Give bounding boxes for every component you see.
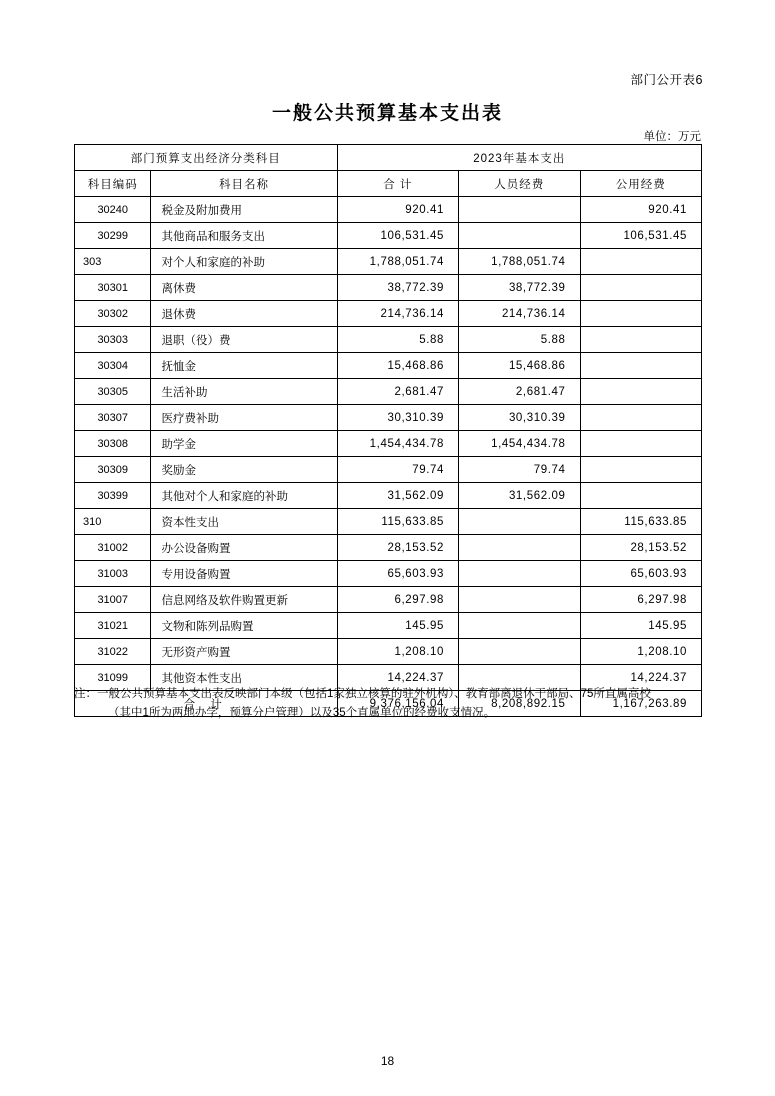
cell-code: 30301 — [75, 275, 151, 301]
table-row — [75, 249, 702, 275]
cell-personnel: 31,562.09 — [459, 483, 580, 509]
budget-table — [74, 144, 702, 717]
cell-name: 无形资产购置 — [151, 639, 337, 665]
cell-total: 1,454,434.78 — [337, 431, 458, 457]
cell-public — [580, 327, 702, 353]
table-row — [75, 431, 702, 457]
cell-public — [580, 405, 702, 431]
cell-code: 30399 — [75, 483, 151, 509]
cell-public: 14,224.37 — [580, 665, 702, 691]
cell-total: 1,788,051.74 — [337, 249, 458, 275]
cell-total: 38,772.39 — [337, 275, 458, 301]
cell-total: 14,224.37 — [337, 665, 458, 691]
cell-total: 145.95 — [337, 613, 458, 639]
page-number: 18 — [380, 1054, 395, 1068]
table-row — [75, 379, 702, 405]
cell-personnel: 2,681.47 — [459, 379, 580, 405]
cell-personnel — [459, 639, 580, 665]
table-row — [75, 483, 702, 509]
table-row — [75, 327, 702, 353]
table-head — [75, 145, 702, 197]
column-header-personnel: 人员经费 — [459, 171, 580, 197]
cell-public — [580, 379, 702, 405]
cell-code: 30299 — [75, 223, 151, 249]
cell-code: 31002 — [75, 535, 151, 561]
table-row — [75, 457, 702, 483]
cell-name: 办公设备购置 — [151, 535, 337, 561]
total-public: 1,167,263.89 — [580, 691, 702, 717]
column-header-total: 合 计 — [337, 171, 458, 197]
cell-total: 30,310.39 — [337, 405, 458, 431]
table-row — [75, 613, 702, 639]
cell-personnel: 214,736.14 — [459, 301, 580, 327]
cell-name: 退职（役）费 — [151, 327, 337, 353]
table-row — [75, 639, 702, 665]
cell-personnel — [459, 561, 580, 587]
cell-personnel — [459, 509, 580, 535]
cell-total: 1,208.10 — [337, 639, 458, 665]
cell-personnel — [459, 223, 580, 249]
cell-personnel — [459, 197, 580, 223]
table-row — [75, 275, 702, 301]
table-header-row — [75, 171, 702, 197]
cell-name: 其他对个人和家庭的补助 — [151, 483, 337, 509]
cell-name: 生活补助 — [151, 379, 337, 405]
cell-personnel: 79.74 — [459, 457, 580, 483]
table-notes — [74, 685, 714, 723]
cell-name: 资本性支出 — [151, 509, 337, 535]
cell-personnel: 30,310.39 — [459, 405, 580, 431]
cell-public — [580, 275, 702, 301]
table-row — [75, 223, 702, 249]
cell-public: 145.95 — [580, 613, 702, 639]
table-row — [75, 509, 702, 535]
cell-name: 离休费 — [151, 275, 337, 301]
cell-public: 106,531.45 — [580, 223, 702, 249]
cell-public: 6,297.98 — [580, 587, 702, 613]
cell-personnel: 5.88 — [459, 327, 580, 353]
cell-personnel: 1,454,434.78 — [459, 431, 580, 457]
cell-personnel — [459, 613, 580, 639]
cell-total: 15,468.86 — [337, 353, 458, 379]
note-line-2: （其中1所为两地办学，预算分户管理）以及35个直属单位的经费收支情况。 — [108, 706, 496, 719]
total-amount: 9,376,156.04 — [337, 691, 458, 717]
column-header-code: 科目编码 — [75, 171, 151, 197]
cell-code: 30308 — [75, 431, 151, 457]
cell-name: 文物和陈列品购置 — [151, 613, 337, 639]
cell-total: 920.41 — [337, 197, 458, 223]
cell-total: 28,153.52 — [337, 535, 458, 561]
cell-public — [580, 431, 702, 457]
cell-name: 其他商品和服务支出 — [151, 223, 337, 249]
cell-name: 信息网络及软件购置更新 — [151, 587, 337, 613]
cell-code: 31099 — [75, 665, 151, 691]
cell-personnel: 1,788,051.74 — [459, 249, 580, 275]
cell-code: 30309 — [75, 457, 151, 483]
cell-code: 30303 — [75, 327, 151, 353]
cell-code: 30305 — [75, 379, 151, 405]
header-group-right: 2023年基本支出 — [337, 145, 701, 171]
cell-total: 2,681.47 — [337, 379, 458, 405]
cell-public — [580, 457, 702, 483]
cell-public — [580, 353, 702, 379]
cell-name: 助学金 — [151, 431, 337, 457]
cell-total: 214,736.14 — [337, 301, 458, 327]
cell-total: 106,531.45 — [337, 223, 458, 249]
total-label: 合 计 — [75, 691, 338, 717]
cell-name: 对个人和家庭的补助 — [151, 249, 337, 275]
cell-total: 115,633.85 — [337, 509, 458, 535]
cell-personnel: 38,772.39 — [459, 275, 580, 301]
cell-name: 税金及附加费用 — [151, 197, 337, 223]
cell-name: 专用设备购置 — [151, 561, 337, 587]
table-row — [75, 353, 702, 379]
cell-total: 5.88 — [337, 327, 458, 353]
cell-public — [580, 301, 702, 327]
cell-total: 31,562.09 — [337, 483, 458, 509]
table-row — [75, 535, 702, 561]
table-body — [75, 197, 702, 691]
cell-code: 30302 — [75, 301, 151, 327]
cell-public: 1,208.10 — [580, 639, 702, 665]
note-line-1: 注：一般公共预算基本支出表反映部门本级（包括1家独立核算的驻外机构）、教育部离退休干部局、75所直属高校 — [74, 688, 651, 700]
cell-personnel — [459, 535, 580, 561]
cell-personnel: 15,468.86 — [459, 353, 580, 379]
cell-name: 医疗费补助 — [151, 405, 337, 431]
column-header-name: 科目名称 — [151, 171, 337, 197]
cell-name: 奖励金 — [151, 457, 337, 483]
table-header-group-row — [75, 145, 702, 171]
cell-total: 79.74 — [337, 457, 458, 483]
cell-total: 65,603.93 — [337, 561, 458, 587]
cell-code: 30240 — [75, 197, 151, 223]
table-row — [75, 405, 702, 431]
cell-code: 31022 — [75, 639, 151, 665]
total-personnel: 8,208,892.15 — [459, 691, 580, 717]
cell-code: 30304 — [75, 353, 151, 379]
cell-personnel — [459, 587, 580, 613]
cell-total: 6,297.98 — [337, 587, 458, 613]
cell-name: 其他资本性支出 — [151, 665, 337, 691]
page-title: 一般公共预算基本支出表 — [271, 103, 503, 124]
cell-public — [580, 249, 702, 275]
table-row — [75, 587, 702, 613]
cell-code: 31003 — [75, 561, 151, 587]
cell-code: 31021 — [75, 613, 151, 639]
table-row — [75, 561, 702, 587]
cell-public: 28,153.52 — [580, 535, 702, 561]
cell-code: 30307 — [75, 405, 151, 431]
cell-name: 抚恤金 — [151, 353, 337, 379]
cell-code: 310 — [75, 509, 151, 535]
cell-public — [580, 483, 702, 509]
page-header-label: 部门公开表6 — [630, 73, 703, 87]
cell-code: 303 — [75, 249, 151, 275]
cell-public: 920.41 — [580, 197, 702, 223]
column-header-public: 公用经费 — [580, 171, 702, 197]
header-group-left: 部门预算支出经济分类科目 — [75, 145, 338, 171]
cell-code: 31007 — [75, 587, 151, 613]
cell-name: 退休费 — [151, 301, 337, 327]
table-row — [75, 197, 702, 223]
cell-public: 65,603.93 — [580, 561, 702, 587]
unit-label: 单位：万元 — [643, 131, 701, 143]
table-row — [75, 301, 702, 327]
cell-public: 115,633.85 — [580, 509, 702, 535]
